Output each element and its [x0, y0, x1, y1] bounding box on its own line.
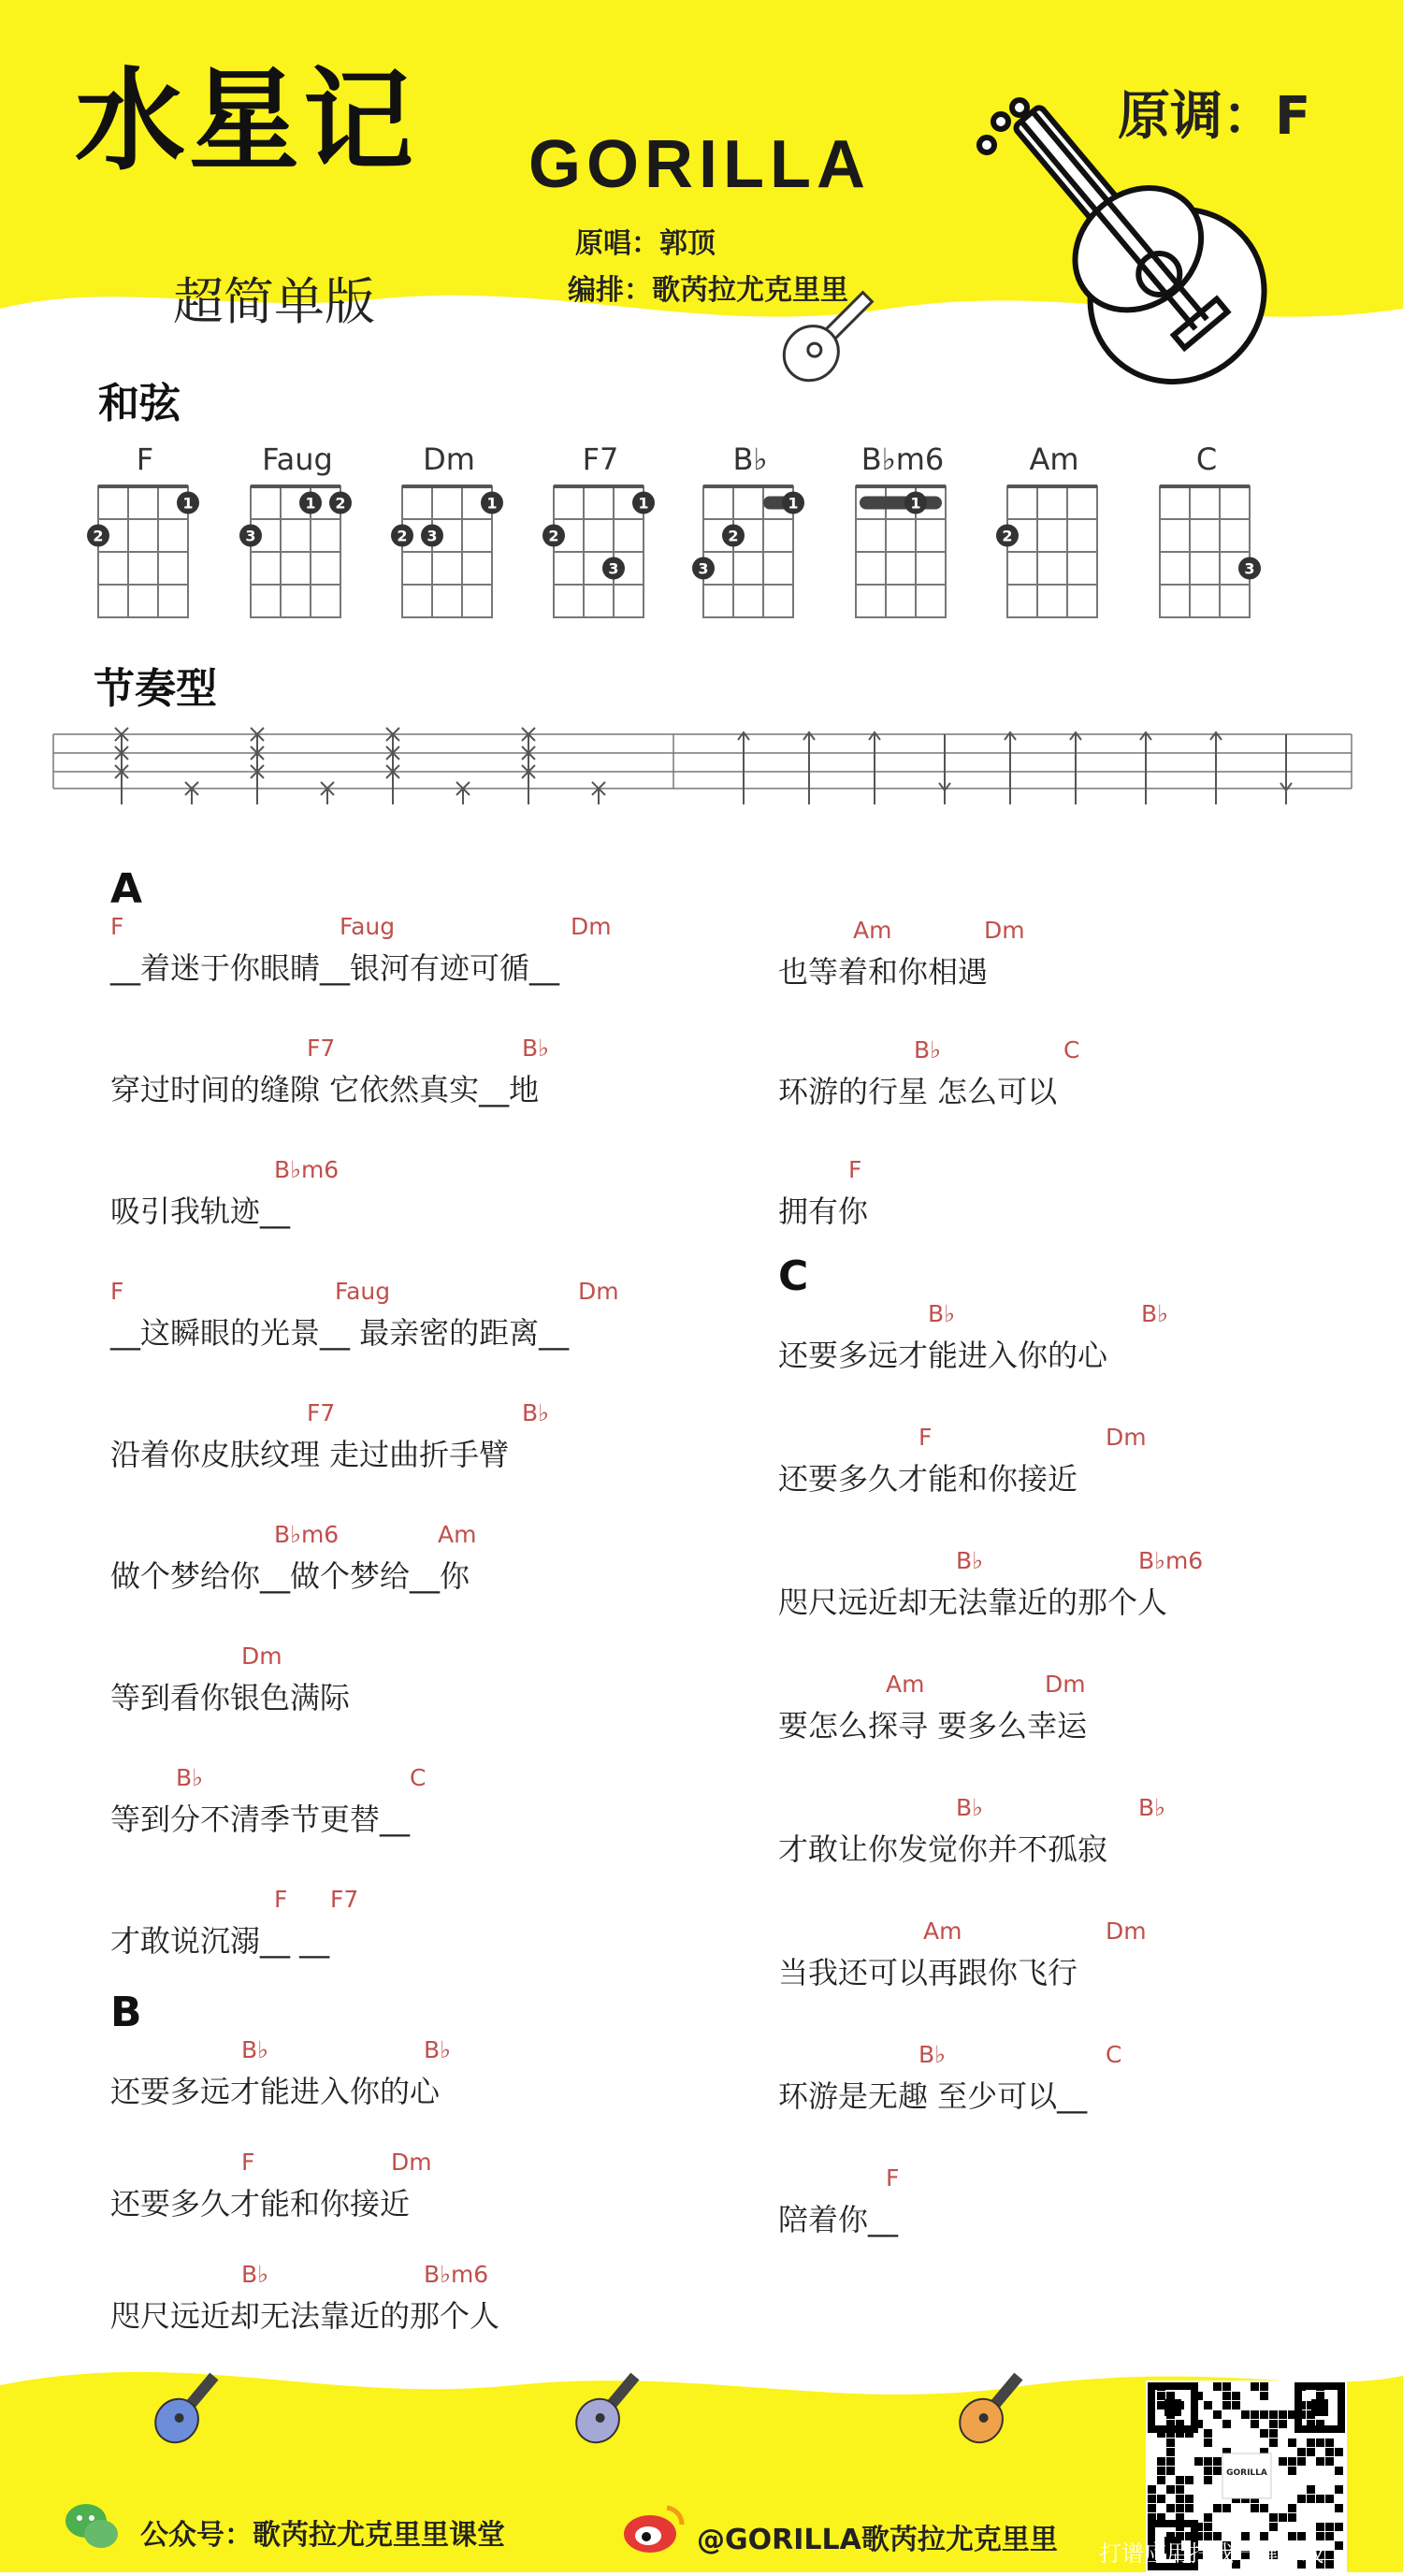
lyric-line	[778, 2164, 1377, 2239]
barre-mark	[860, 497, 942, 510]
lyric-text: 还要多久才能和你接近	[110, 2186, 411, 2221]
chord-label: B♭	[1138, 1794, 1165, 1821]
chord-row	[778, 1547, 1377, 1579]
finger-number: 2	[548, 527, 559, 545]
wechat-icon	[64, 2502, 120, 2551]
arranger: 编排：歌芮拉尤克里里	[568, 274, 848, 307]
finger-number: 1	[910, 494, 921, 513]
lyric-line	[110, 1278, 709, 1353]
chord-label: F	[241, 2149, 255, 2176]
chord-label: Am	[886, 1671, 925, 1698]
chord-label: Am	[923, 1918, 962, 1945]
finger-number: 2	[397, 527, 408, 545]
chord-row	[110, 1399, 709, 1431]
download-watermark: 打谱应用扫我一键下载	[1099, 2540, 1323, 2567]
lyric-line	[778, 1036, 1377, 1111]
small-ukulele-icon	[767, 281, 889, 393]
chord-row	[778, 1794, 1377, 1826]
lyric-line	[110, 1886, 709, 1961]
chord-name: F	[136, 441, 154, 477]
finger-number: 2	[335, 494, 346, 513]
lyric-line	[110, 2261, 709, 2336]
lyric-line	[778, 917, 1377, 991]
lyric-line	[110, 1764, 709, 1839]
chord-name: F7	[582, 441, 619, 477]
lyric-text: 要怎么探寻 要多么幸运	[778, 1708, 1088, 1744]
chord-label: Faug	[340, 913, 396, 940]
chord-name: B♭	[732, 441, 768, 477]
chords-heading: 和弦	[98, 380, 181, 427]
lyric-text: 等到看你银色满际	[110, 1680, 351, 1715]
weibo-account-label: @GORILLA歌芮拉尤克里里	[697, 2524, 1058, 2556]
lyric-text: 咫尺远近却无法靠近的那个人	[110, 2298, 500, 2334]
chord-row	[110, 1764, 709, 1796]
section-label: A	[110, 865, 143, 913]
chord-name: C	[1195, 441, 1218, 477]
finger-number: 1	[305, 494, 316, 513]
chord-label: Dm	[1106, 1424, 1147, 1451]
lyric-text: __着迷于你眼睛__银河有迹可循__	[110, 950, 560, 986]
lyric-text: 还要多远才能进入你的心	[778, 1338, 1108, 1373]
finger-number: 1	[638, 494, 649, 513]
chord-diagram	[989, 477, 1120, 627]
chord-row	[110, 2036, 709, 2068]
chord-label: C	[1063, 1036, 1080, 1064]
chord-label: B♭	[176, 1764, 203, 1791]
chord-label: Am	[438, 1521, 477, 1548]
chord-name: Dm	[423, 441, 475, 477]
chord-label: C	[1106, 2041, 1122, 2068]
chord-label: B♭	[918, 2041, 946, 2068]
chord-row	[110, 1643, 709, 1674]
chord-diagram	[837, 477, 968, 627]
finger-number: 1	[486, 494, 498, 513]
chord-label: F	[886, 2164, 900, 2192]
chord-label: B♭m6	[424, 2261, 489, 2288]
chord-diagram	[685, 477, 816, 627]
chord-label: Dm	[984, 917, 1025, 944]
chord-label: B♭	[956, 1547, 983, 1574]
finger-number: 2	[728, 527, 739, 545]
chord-label: Dm	[578, 1278, 619, 1305]
lyric-text: 才敢说沉溺__ __	[110, 1923, 330, 1959]
lyric-line	[778, 1918, 1377, 1992]
lyric-line	[110, 2149, 709, 2223]
finger-number: 3	[608, 559, 619, 578]
chord-label: F	[848, 1156, 862, 1183]
lyric-text: 还要多久才能和你接近	[778, 1461, 1078, 1497]
lyric-line	[110, 1035, 709, 1109]
lyric-text: 才敢让你发觉你并不孤寂	[778, 1831, 1108, 1867]
chord-label: F7	[307, 1399, 336, 1426]
chord-label: B♭	[424, 2036, 451, 2063]
finger-number: 1	[182, 494, 194, 513]
lyric-line	[778, 2041, 1377, 2116]
original-key: 原调：F	[1118, 86, 1311, 147]
chord-row	[778, 917, 1377, 948]
orange-ukulele-icon	[945, 2366, 1038, 2451]
chord-label: B♭	[1141, 1300, 1168, 1327]
chord-label: Dm	[1045, 1671, 1086, 1698]
chord-label: F	[918, 1424, 933, 1451]
chord-label: F7	[330, 1886, 359, 1913]
lyric-line	[778, 1156, 1377, 1231]
finger-number: 1	[788, 494, 799, 513]
lyric-text: 吸引我轨迹__	[110, 1194, 291, 1229]
chord-row	[110, 1521, 709, 1553]
chord-row	[778, 1424, 1377, 1455]
rhythm-pattern	[51, 725, 1361, 856]
chord-row	[110, 2149, 709, 2180]
section-label: B	[110, 1989, 142, 2036]
lyric-text: 做个梦给你__做个梦给__你	[110, 1558, 470, 1594]
chord-label: B♭	[241, 2261, 268, 2288]
chord-diagram	[383, 477, 514, 627]
blue-ukulele-icon	[140, 2366, 234, 2451]
lyric-line	[778, 1424, 1377, 1498]
lyric-text: 穿过时间的缝隙 它依然真实__地	[110, 1072, 540, 1107]
chord-label: F	[110, 1278, 124, 1305]
chord-row	[110, 1035, 709, 1066]
chord-name: B♭m6	[861, 441, 945, 477]
chord-diagram	[80, 477, 210, 627]
chord-label: B♭	[241, 2036, 268, 2063]
chord-label: Dm	[571, 913, 612, 940]
weibo-icon	[622, 2502, 687, 2556]
lyric-text: 还要多远才能进入你的心	[110, 2074, 441, 2109]
lyric-line	[110, 1521, 709, 1596]
chord-row	[778, 1300, 1377, 1332]
finger-number: 3	[698, 559, 709, 578]
chord-diagram	[535, 477, 666, 627]
lyrics-left-column	[110, 865, 709, 2373]
lyric-text: 陪着你__	[778, 2202, 899, 2237]
finger-number: 2	[1002, 527, 1013, 545]
chord-label: B♭m6	[1138, 1547, 1204, 1574]
chord-row	[110, 2261, 709, 2293]
lyric-text: 等到分不清季节更替__	[110, 1802, 411, 1837]
wechat-account-label: 公众号：歌芮拉尤克里里课堂	[140, 2519, 505, 2552]
lyric-line	[110, 1643, 709, 1717]
lyric-text: 拥有你	[778, 1194, 869, 1229]
chord-label: B♭	[522, 1399, 549, 1426]
chord-row	[778, 1156, 1377, 1188]
finger-number: 3	[245, 527, 256, 545]
lyric-line	[110, 2036, 709, 2111]
chord-name: Am	[1029, 441, 1079, 477]
chord-diagram	[232, 477, 363, 627]
lyric-line	[778, 1671, 1377, 1745]
chord-row	[778, 2041, 1377, 2073]
chord-diagram	[1141, 477, 1272, 627]
lyrics-right-column	[778, 917, 1377, 2288]
ukulele-illustration-icon	[963, 84, 1319, 421]
chord-label: F	[274, 1886, 288, 1913]
chord-label: B♭	[956, 1794, 983, 1821]
chord-row	[778, 1036, 1377, 1068]
chord-label: F7	[307, 1035, 336, 1062]
brand-logo: GORILLA	[528, 127, 871, 202]
section-label: C	[778, 1252, 809, 1300]
chord-label: F	[110, 913, 124, 940]
chord-row	[110, 913, 709, 945]
original-singer: 原唱：郭顶	[575, 227, 716, 260]
chord-label: B♭m6	[274, 1521, 340, 1548]
lyric-line	[778, 1547, 1377, 1622]
qr-center-logo: GORILLA	[1226, 2468, 1267, 2478]
finger-number: 3	[427, 527, 438, 545]
lyric-line	[110, 1156, 709, 1231]
lyric-line	[110, 913, 709, 988]
chord-label: Dm	[241, 1643, 282, 1670]
chord-row	[110, 1278, 709, 1310]
chord-label: Dm	[391, 2149, 432, 2176]
lyric-text: 环游是无趣 至少可以__	[778, 2078, 1088, 2114]
chord-label: C	[410, 1764, 427, 1791]
rhythm-heading: 节奏型	[94, 665, 217, 713]
lyric-text: 沿着你皮肤纹理 走过曲折手臂	[110, 1437, 510, 1472]
chord-row	[110, 1886, 709, 1918]
chord-label: Dm	[1106, 1918, 1147, 1945]
chord-row	[778, 1671, 1377, 1702]
lyric-line	[110, 1399, 709, 1474]
chord-row	[778, 1918, 1377, 1949]
chord-label: B♭	[522, 1035, 549, 1062]
lyric-line	[778, 1794, 1377, 1869]
chord-label: B♭	[928, 1300, 955, 1327]
song-title: 水星记	[75, 56, 418, 185]
finger-number: 3	[1244, 559, 1255, 578]
chord-label: B♭m6	[274, 1156, 340, 1183]
lyric-text: 咫尺远近却无法靠近的那个人	[778, 1585, 1168, 1620]
chord-row	[778, 2164, 1377, 2196]
lyric-line	[778, 1300, 1377, 1375]
purple-ukulele-icon	[561, 2366, 655, 2451]
song-subtitle: 超简单版	[173, 272, 375, 331]
lyric-text: __这瞬眼的光景__ 最亲密的距离__	[110, 1315, 570, 1351]
chord-label: Am	[853, 917, 892, 944]
lyric-text: 也等着和你相遇	[778, 954, 989, 990]
lyric-text: 环游的行星 怎么可以	[778, 1074, 1058, 1109]
finger-number: 2	[93, 527, 104, 545]
chord-label: B♭	[914, 1036, 941, 1064]
chord-name: Faug	[262, 441, 333, 477]
chord-row	[110, 1156, 709, 1188]
chord-label: Faug	[335, 1278, 391, 1305]
lyric-text: 当我还可以再跟你飞行	[778, 1955, 1078, 1990]
